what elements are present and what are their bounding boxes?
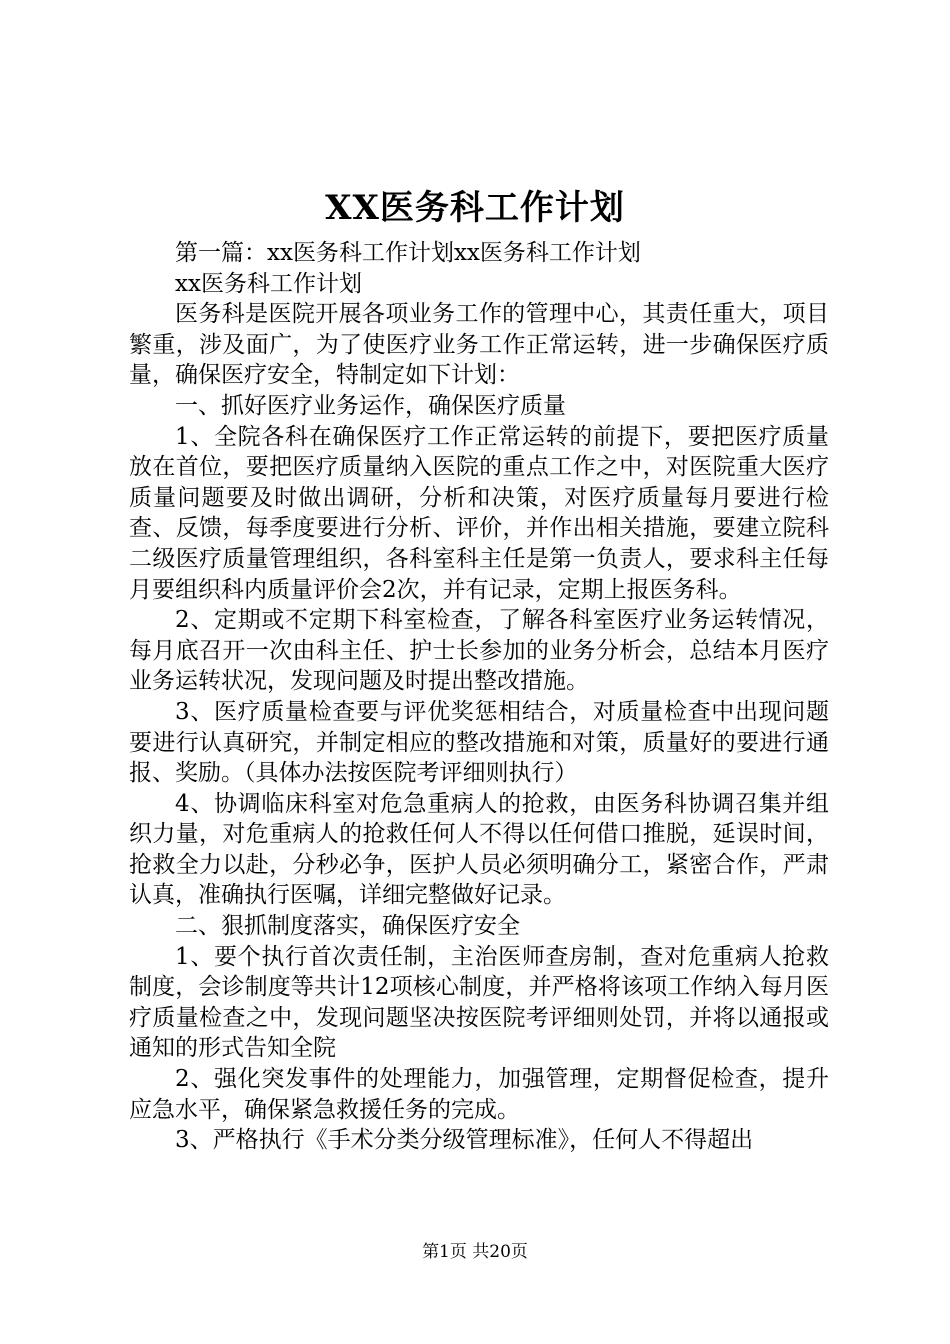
section-heading: 一、抓好医疗业务运作，确保医疗质量 bbox=[175, 392, 566, 419]
document-title: XX医务科工作计划 bbox=[325, 188, 625, 228]
paragraph: xx医务科工作计划 bbox=[175, 270, 362, 297]
paragraph: 3、医疗质量检查要与评优奖惩相结合，对质量检查中出现问题要进行认真研究，并制定相应的整改措施和对策，质量好的要进行通报、奖励。（具体办法按医院考评细则执行） bbox=[129, 698, 829, 787]
paragraph: 3、严格执行《手术分类分级管理标准》，任何人不得超出 bbox=[175, 1127, 754, 1154]
paragraph: 1、全院各科在确保医疗工作正常运转的前提下，要把医疗质量放在首位，要把医疗质量纳入医院的重点工作之中，对医院重大医疗质量问题要及时做出调研，分析和决策，对医疗质量每月要进行检查、反馈，每季度要进行分析、评价，并作出相关措施，要建立院科二级医疗质量管理组织，各科室科主任是第一负责人，要求科主任每月要组织科内质量评价会2次，并有记录，定期上报医务科。 bbox=[129, 423, 829, 603]
paragraph: 医务科是医院开展各项业务工作的管理中心，其责任重大，项目繁重，涉及面广，为了使医疗业务工作正常运转，进一步确保医疗质量，确保医疗安全，特制定如下计划： bbox=[129, 301, 829, 389]
paragraph: 1、要个执行首次责任制，主治医师查房制，查对危重病人抢救制度，会诊制度等共计12项核心制度，并严格将该项工作纳入每月医疗质量检查之中，发现问题坚决按医院考评细则处罚，并将以通报或通知的形式告知全院 bbox=[129, 943, 829, 1062]
paragraph: 2、强化突发事件的处理能力，加强管理，定期督促检查，提升应急水平，确保紧急救援任务的完成。 bbox=[129, 1066, 829, 1123]
paragraph: 第一篇：xx医务科工作计划xx医务科工作计划 bbox=[175, 240, 641, 266]
paragraph: 2、定期或不定期下科室检查，了解各科室医疗业务运转情况，每月底召开一次由科主任、护士长参加的业务分析会，总结本月医疗业务运转状况，发现问题及时提出整改措施。 bbox=[129, 607, 829, 695]
section-heading: 二、狠抓制度落实，确保医疗安全 bbox=[175, 913, 520, 940]
document-body bbox=[129, 238, 829, 1156]
page-number: 第1页 共20页 bbox=[422, 1242, 528, 1262]
paragraph: 4、协调临床科室对危急重病人的抢救，由医务科协调召集并组织力量，对危重病人的抢救任何人不得以任何借口推脱，延误时间，抢救全力以赴，分秒必争，医护人员必须明确分工，紧密合作，严肃认真，准确执行医嘱，详细完整做好记录。 bbox=[129, 790, 829, 909]
